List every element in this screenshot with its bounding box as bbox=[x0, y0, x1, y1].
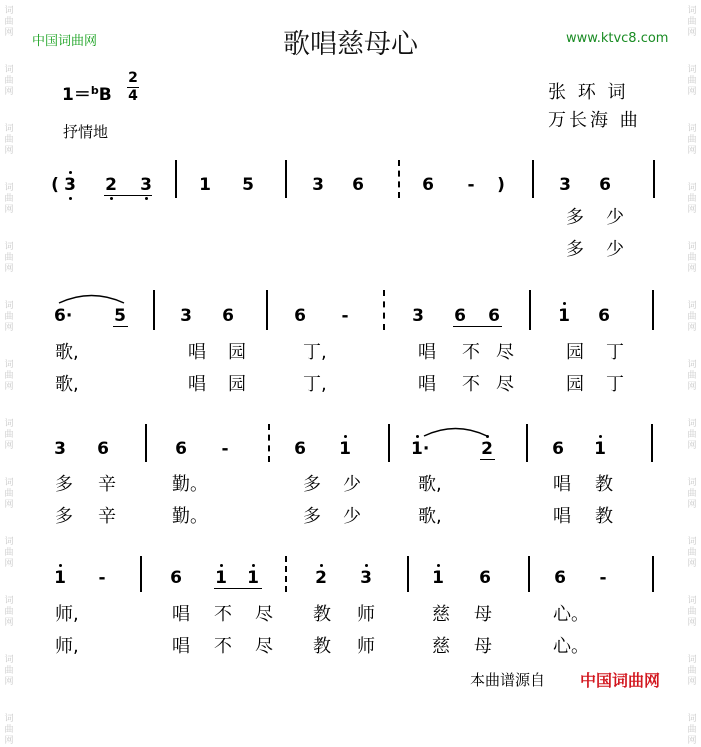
lyric-verse-1: 园 bbox=[566, 342, 584, 363]
watermark-char: 曲 bbox=[687, 607, 697, 617]
watermark-column-left bbox=[1, 0, 17, 746]
lyric-verse-1: 歌, bbox=[55, 342, 79, 363]
watermark-block bbox=[1, 183, 17, 216]
watermark-char: 曲 bbox=[687, 253, 697, 263]
tie-slur bbox=[423, 425, 488, 437]
octave-dot-above bbox=[59, 564, 62, 567]
watermark-block bbox=[1, 478, 17, 511]
lyric-verse-1: 唱 bbox=[553, 474, 571, 495]
watermark-char: 曲 bbox=[4, 430, 14, 440]
lyric-verse-1: 园 bbox=[228, 342, 246, 363]
watermark-char: 词 bbox=[687, 537, 697, 547]
note: 3 bbox=[312, 175, 324, 195]
duration-underline bbox=[480, 459, 495, 460]
note: 1 bbox=[247, 568, 259, 588]
watermark-char: 曲 bbox=[687, 666, 697, 676]
duration-underline bbox=[104, 195, 152, 196]
lyric-verse-2: 多 bbox=[566, 239, 584, 260]
watermark-char: 词 bbox=[687, 183, 697, 193]
watermark-char: 网 bbox=[687, 382, 697, 392]
barline bbox=[528, 556, 530, 592]
lyric-verse-1: 师 bbox=[357, 604, 375, 625]
note: 1 bbox=[199, 175, 211, 195]
watermark-char: 网 bbox=[4, 205, 14, 215]
note: 6 bbox=[294, 306, 306, 326]
watermark-char: 曲 bbox=[4, 135, 14, 145]
octave-dot-above bbox=[365, 564, 368, 567]
watermark-block bbox=[684, 65, 700, 98]
barline bbox=[153, 290, 155, 330]
watermark-char: 网 bbox=[687, 87, 697, 97]
lyric-verse-2: 少 bbox=[606, 239, 624, 260]
site-name-top-left[interactable]: 中国词曲网 bbox=[32, 34, 98, 49]
lyric-verse-2: 唱 bbox=[553, 506, 571, 527]
watermark-column-right bbox=[684, 0, 700, 746]
watermark-char: 曲 bbox=[4, 76, 14, 86]
lyric-verse-2: 母 bbox=[474, 636, 492, 657]
watermark-char: 网 bbox=[687, 146, 697, 156]
lyric-verse-1: 师, bbox=[55, 604, 79, 625]
watermark-char: 词 bbox=[4, 124, 14, 134]
lyric-verse-2: 勤。 bbox=[172, 506, 208, 527]
watermark-char: 曲 bbox=[687, 548, 697, 558]
watermark-block bbox=[684, 301, 700, 334]
duration-underline bbox=[453, 326, 502, 327]
note: 2 bbox=[315, 568, 327, 588]
watermark-char: 网 bbox=[687, 205, 697, 215]
watermark-block bbox=[684, 596, 700, 629]
watermark-block bbox=[684, 242, 700, 275]
lyric-verse-2: 唱 bbox=[172, 636, 190, 657]
watermark-block bbox=[1, 242, 17, 275]
lyric-verse-1: 心。 bbox=[553, 604, 589, 625]
lyric-verse-2: 丁, bbox=[303, 374, 327, 395]
watermark-char: 词 bbox=[687, 655, 697, 665]
note: 1 bbox=[54, 568, 66, 588]
source-label: 本曲谱源自 bbox=[470, 671, 546, 689]
barline bbox=[407, 556, 409, 592]
key-signature bbox=[62, 80, 112, 105]
watermark-char: 曲 bbox=[687, 489, 697, 499]
watermark-char: 词 bbox=[687, 419, 697, 429]
barline bbox=[651, 424, 653, 462]
lyric-verse-1: 多 bbox=[303, 474, 321, 495]
watermark-block bbox=[1, 655, 17, 688]
watermark-char: 曲 bbox=[687, 76, 697, 86]
lyric-verse-2: 不 bbox=[462, 374, 480, 395]
lyric-verse-1: 母 bbox=[474, 604, 492, 625]
watermark-char: 网 bbox=[4, 441, 14, 451]
barline bbox=[529, 290, 531, 330]
source-site-link[interactable]: 中国词曲网 bbox=[580, 671, 661, 690]
note: 3 bbox=[64, 175, 76, 195]
watermark-char: 曲 bbox=[4, 725, 14, 735]
watermark-block bbox=[1, 65, 17, 98]
barline bbox=[653, 160, 655, 198]
note: 3 bbox=[559, 175, 571, 195]
watermark-char: 曲 bbox=[4, 17, 14, 27]
lyric-verse-1: 少 bbox=[343, 474, 361, 495]
lyric-verse-1: 唱 bbox=[418, 342, 436, 363]
note: ( bbox=[51, 175, 59, 195]
tie-curve bbox=[59, 296, 124, 304]
watermark-block bbox=[1, 714, 17, 747]
octave-dot-above bbox=[320, 564, 323, 567]
dashed-barline bbox=[398, 160, 400, 198]
watermark-block bbox=[684, 478, 700, 511]
lyric-verse-1: 辛 bbox=[98, 474, 116, 495]
lyric-verse-1: 少 bbox=[606, 207, 624, 228]
watermark-char: 网 bbox=[4, 736, 14, 746]
barline bbox=[526, 424, 528, 462]
lyric-verse-1: 不 bbox=[214, 604, 232, 625]
note: 6 bbox=[552, 439, 564, 459]
lyric-verse-2: 唱 bbox=[418, 374, 436, 395]
watermark-char: 词 bbox=[4, 65, 14, 75]
watermark-char: 词 bbox=[4, 242, 14, 252]
note: 3 bbox=[360, 568, 372, 588]
watermark-block bbox=[684, 714, 700, 747]
watermark-char: 词 bbox=[4, 596, 14, 606]
octave-dot-above bbox=[344, 435, 347, 438]
octave-dot-below bbox=[110, 197, 113, 200]
note: 6 bbox=[170, 568, 182, 588]
watermark-char: 曲 bbox=[4, 253, 14, 263]
lyric-verse-2: 尽 bbox=[496, 374, 514, 395]
lyric-verse-1: 教 bbox=[313, 604, 331, 625]
watermark-char: 网 bbox=[4, 264, 14, 274]
watermark-char: 曲 bbox=[4, 607, 14, 617]
watermark-char: 曲 bbox=[687, 430, 697, 440]
tie-slur bbox=[58, 292, 125, 304]
lyric-verse-1: 唱 bbox=[188, 342, 206, 363]
watermark-char: 网 bbox=[4, 28, 14, 38]
note: 3 bbox=[412, 306, 424, 326]
lyric-verse-2: 歌, bbox=[418, 506, 442, 527]
watermark-block bbox=[684, 537, 700, 570]
lyric-verse-1: 不 bbox=[462, 342, 480, 363]
watermark-char: 网 bbox=[4, 87, 14, 97]
note: 6 bbox=[554, 568, 566, 588]
octave-dot-above bbox=[252, 564, 255, 567]
watermark-char: 曲 bbox=[687, 135, 697, 145]
dashed-barline bbox=[285, 556, 287, 592]
watermark-char: 曲 bbox=[687, 312, 697, 322]
watermark-char: 词 bbox=[4, 183, 14, 193]
barline bbox=[532, 160, 534, 198]
watermark-block bbox=[1, 124, 17, 157]
lyric-verse-2: 歌, bbox=[55, 374, 79, 395]
lyric-verse-2: 少 bbox=[343, 506, 361, 527]
note: 6· bbox=[54, 306, 73, 326]
lyric-verse-1: 丁, bbox=[303, 342, 327, 363]
barline bbox=[285, 160, 287, 198]
octave-dot-below bbox=[69, 197, 72, 200]
watermark-char: 网 bbox=[4, 500, 14, 510]
watermark-char: 曲 bbox=[4, 312, 14, 322]
lyric-verse-1: 教 bbox=[595, 474, 613, 495]
watermark-char: 网 bbox=[687, 736, 697, 746]
lyric-verse-2: 尽 bbox=[255, 636, 273, 657]
lyric-verse-2: 园 bbox=[228, 374, 246, 395]
note: 6 bbox=[97, 439, 109, 459]
watermark-char: 词 bbox=[687, 596, 697, 606]
key-prefix: 1＝ bbox=[62, 85, 91, 105]
watermark-char: 网 bbox=[687, 559, 697, 569]
watermark-block bbox=[1, 596, 17, 629]
note: 6 bbox=[454, 306, 466, 326]
watermark-char: 词 bbox=[687, 478, 697, 488]
time-top: 2 bbox=[128, 70, 138, 86]
song-title: 歌唱慈母心 bbox=[283, 29, 418, 60]
watermark-char: 词 bbox=[687, 6, 697, 16]
watermark-block bbox=[684, 360, 700, 393]
watermark-char: 网 bbox=[687, 323, 697, 333]
tempo-marking: 抒情地 bbox=[63, 123, 109, 141]
watermark-char: 网 bbox=[4, 323, 14, 333]
note: 6 bbox=[488, 306, 500, 326]
watermark-char: 词 bbox=[4, 655, 14, 665]
watermark-char: 词 bbox=[687, 242, 697, 252]
barline bbox=[652, 556, 654, 592]
watermark-block bbox=[1, 419, 17, 452]
watermark-char: 词 bbox=[4, 301, 14, 311]
watermark-block bbox=[1, 360, 17, 393]
watermark-char: 词 bbox=[4, 478, 14, 488]
note: - bbox=[467, 175, 475, 195]
watermark-char: 曲 bbox=[687, 371, 697, 381]
lyric-verse-1: 丁 bbox=[606, 342, 624, 363]
barline bbox=[145, 424, 147, 462]
time-signature bbox=[126, 70, 140, 105]
note: 1 bbox=[594, 439, 606, 459]
lyric-verse-1: 多 bbox=[566, 207, 584, 228]
note: 2 bbox=[105, 175, 117, 195]
note: 5 bbox=[242, 175, 254, 195]
watermark-block bbox=[1, 301, 17, 334]
lyric-verse-1: 多 bbox=[55, 474, 73, 495]
lyric-verse-2: 慈 bbox=[432, 636, 450, 657]
watermark-char: 网 bbox=[687, 677, 697, 687]
watermark-char: 词 bbox=[687, 360, 697, 370]
lyric-verse-1: 尽 bbox=[496, 342, 514, 363]
watermark-char: 词 bbox=[687, 301, 697, 311]
watermark-char: 词 bbox=[4, 714, 14, 724]
lyric-verse-2: 心。 bbox=[553, 636, 589, 657]
watermark-char: 网 bbox=[4, 677, 14, 687]
watermark-block bbox=[684, 655, 700, 688]
lyric-verse-2: 多 bbox=[55, 506, 73, 527]
note: 1 bbox=[432, 568, 444, 588]
note: 1 bbox=[558, 306, 570, 326]
lyric-verse-2: 教 bbox=[595, 506, 613, 527]
watermark-char: 网 bbox=[687, 618, 697, 628]
watermark-char: 词 bbox=[4, 537, 14, 547]
barline bbox=[175, 160, 177, 198]
lyric-verse-2: 师, bbox=[55, 636, 79, 657]
watermark-block bbox=[684, 124, 700, 157]
note: 2 bbox=[481, 439, 493, 459]
octave-dot-above bbox=[437, 564, 440, 567]
watermark-char: 词 bbox=[4, 360, 14, 370]
note: 3 bbox=[180, 306, 192, 326]
note: 3 bbox=[54, 439, 66, 459]
watermark-block bbox=[684, 183, 700, 216]
watermark-char: 网 bbox=[4, 618, 14, 628]
watermark-char: 曲 bbox=[4, 489, 14, 499]
note: 6 bbox=[479, 568, 491, 588]
barline bbox=[388, 424, 390, 462]
lyric-verse-2: 唱 bbox=[188, 374, 206, 395]
watermark-char: 曲 bbox=[687, 17, 697, 27]
watermark-char: 网 bbox=[4, 146, 14, 156]
watermark-char: 网 bbox=[687, 264, 697, 274]
watermark-char: 曲 bbox=[4, 371, 14, 381]
note: 6 bbox=[175, 439, 187, 459]
duration-underline bbox=[113, 326, 128, 327]
watermark-char: 网 bbox=[687, 441, 697, 451]
lyricist-credit: 张 环 词 bbox=[548, 82, 629, 103]
note: - bbox=[98, 568, 106, 588]
lyric-verse-2: 辛 bbox=[98, 506, 116, 527]
lyric-verse-2: 多 bbox=[303, 506, 321, 527]
tie-curve bbox=[424, 429, 487, 437]
note: 5 bbox=[114, 306, 126, 326]
lyric-verse-1: 歌, bbox=[418, 474, 442, 495]
watermark-char: 曲 bbox=[687, 725, 697, 735]
note: 6 bbox=[352, 175, 364, 195]
octave-dot-above bbox=[69, 171, 72, 174]
watermark-char: 曲 bbox=[4, 548, 14, 558]
watermark-char: 曲 bbox=[4, 666, 14, 676]
site-url-top-right[interactable]: www.ktvc8.com bbox=[566, 31, 669, 46]
dashed-barline bbox=[383, 290, 385, 330]
lyric-verse-2: 教 bbox=[313, 636, 331, 657]
lyric-verse-2: 丁 bbox=[606, 374, 624, 395]
lyric-verse-2: 不 bbox=[214, 636, 232, 657]
composer-credit: 万长海 曲 bbox=[548, 110, 641, 131]
octave-dot-below bbox=[145, 197, 148, 200]
barline bbox=[140, 556, 142, 592]
note: 6 bbox=[294, 439, 306, 459]
lyric-verse-2: 师 bbox=[357, 636, 375, 657]
watermark-char: 网 bbox=[687, 500, 697, 510]
watermark-char: 词 bbox=[4, 419, 14, 429]
time-bottom: 4 bbox=[128, 88, 138, 104]
watermark-block bbox=[684, 419, 700, 452]
note: 3 bbox=[140, 175, 152, 195]
watermark-char: 词 bbox=[687, 714, 697, 724]
note: - bbox=[599, 568, 607, 588]
lyric-verse-1: 尽 bbox=[255, 604, 273, 625]
note: - bbox=[221, 439, 229, 459]
note: 1 bbox=[339, 439, 351, 459]
barline bbox=[266, 290, 268, 330]
octave-dot-above bbox=[599, 435, 602, 438]
duration-underline bbox=[214, 588, 262, 589]
note: 6 bbox=[422, 175, 434, 195]
watermark-char: 词 bbox=[4, 6, 14, 16]
note: 1 bbox=[215, 568, 227, 588]
key-note: B bbox=[98, 85, 112, 105]
lyric-verse-1: 慈 bbox=[432, 604, 450, 625]
note: 6 bbox=[222, 306, 234, 326]
octave-dot-above bbox=[563, 302, 566, 305]
note: - bbox=[341, 306, 349, 326]
watermark-char: 网 bbox=[687, 28, 697, 38]
note: 6 bbox=[598, 306, 610, 326]
lyric-verse-1: 勤。 bbox=[172, 474, 208, 495]
watermark-char: 网 bbox=[4, 382, 14, 392]
dashed-barline bbox=[268, 424, 270, 462]
watermark-char: 网 bbox=[4, 559, 14, 569]
watermark-char: 曲 bbox=[687, 194, 697, 204]
note: ) bbox=[497, 175, 505, 195]
watermark-char: 曲 bbox=[4, 194, 14, 204]
watermark-block bbox=[1, 537, 17, 570]
lyric-verse-2: 园 bbox=[566, 374, 584, 395]
octave-dot-above bbox=[416, 435, 419, 438]
lyric-verse-1: 唱 bbox=[172, 604, 190, 625]
note: 6 bbox=[599, 175, 611, 195]
barline bbox=[652, 290, 654, 330]
octave-dot-above bbox=[220, 564, 223, 567]
watermark-char: 词 bbox=[687, 65, 697, 75]
note: 1· bbox=[411, 439, 430, 459]
watermark-char: 词 bbox=[687, 124, 697, 134]
key-flat: b bbox=[90, 84, 99, 97]
